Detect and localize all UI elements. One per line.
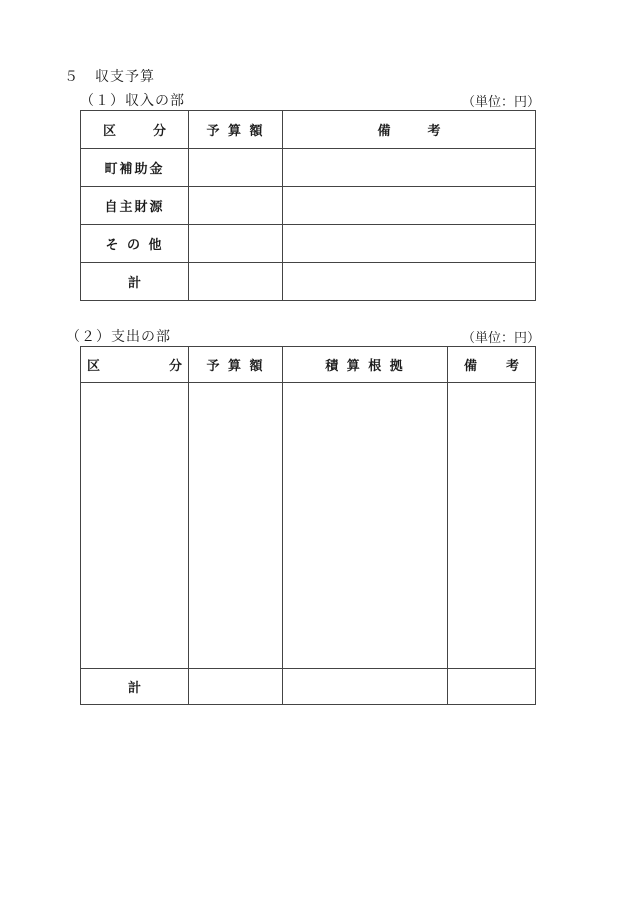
table-row <box>81 383 536 669</box>
income-header-category: 区 分 <box>81 111 189 149</box>
income-remarks-cell[interactable] <box>283 149 536 187</box>
expense-budget-cell[interactable] <box>189 383 283 669</box>
section-title <box>64 66 155 86</box>
expense-total-remarks-cell[interactable] <box>448 669 536 705</box>
expense-header-category-left: 区 <box>87 359 101 374</box>
income-header-row <box>81 111 536 149</box>
expense-header-category-right: 分 <box>168 359 182 374</box>
table-row <box>81 187 536 225</box>
expense-unit-label: （単位：円） <box>461 331 540 346</box>
expense-header-basis: 積 算 根 拠 <box>283 347 448 383</box>
income-remarks-cell[interactable] <box>283 187 536 225</box>
table-row <box>81 149 536 187</box>
income-category-cell: そ の 他 <box>81 225 189 263</box>
income-total-budget-cell[interactable] <box>189 263 283 301</box>
income-total-remarks-cell[interactable] <box>283 263 536 301</box>
income-budget-cell[interactable] <box>189 187 283 225</box>
income-heading: （１）収入の部 <box>80 93 185 109</box>
income-budget-cell[interactable] <box>189 149 283 187</box>
expense-total-label: 計 <box>81 669 189 705</box>
section-number: ５ <box>64 69 79 85</box>
expense-heading: （２）支出の部 <box>66 329 171 345</box>
income-remarks-cell[interactable] <box>283 225 536 263</box>
income-category-cell: 自主財源 <box>81 187 189 225</box>
income-table <box>80 110 536 301</box>
expense-header-remarks: 備 考 <box>448 347 536 383</box>
expense-total-row <box>81 669 536 705</box>
income-total-label: 計 <box>81 263 189 301</box>
income-header-remarks: 備 考 <box>283 111 536 149</box>
expense-total-budget-cell[interactable] <box>189 669 283 705</box>
expense-basis-cell[interactable] <box>283 383 448 669</box>
expense-header-category <box>81 347 189 383</box>
income-total-row <box>81 263 536 301</box>
expense-total-basis-cell[interactable] <box>283 669 448 705</box>
expense-table <box>80 346 536 705</box>
income-budget-cell[interactable] <box>189 225 283 263</box>
expense-remarks-cell[interactable] <box>448 383 536 669</box>
income-header-budget: 予 算 額 <box>189 111 283 149</box>
expense-category-cell[interactable] <box>81 383 189 669</box>
income-category-cell: 町補助金 <box>81 149 189 187</box>
income-unit-label: （単位：円） <box>461 95 540 110</box>
expense-header-budget: 予 算 額 <box>189 347 283 383</box>
table-row <box>81 225 536 263</box>
expense-header-row <box>81 347 536 383</box>
section-title-text: 収支予算 <box>95 69 155 85</box>
